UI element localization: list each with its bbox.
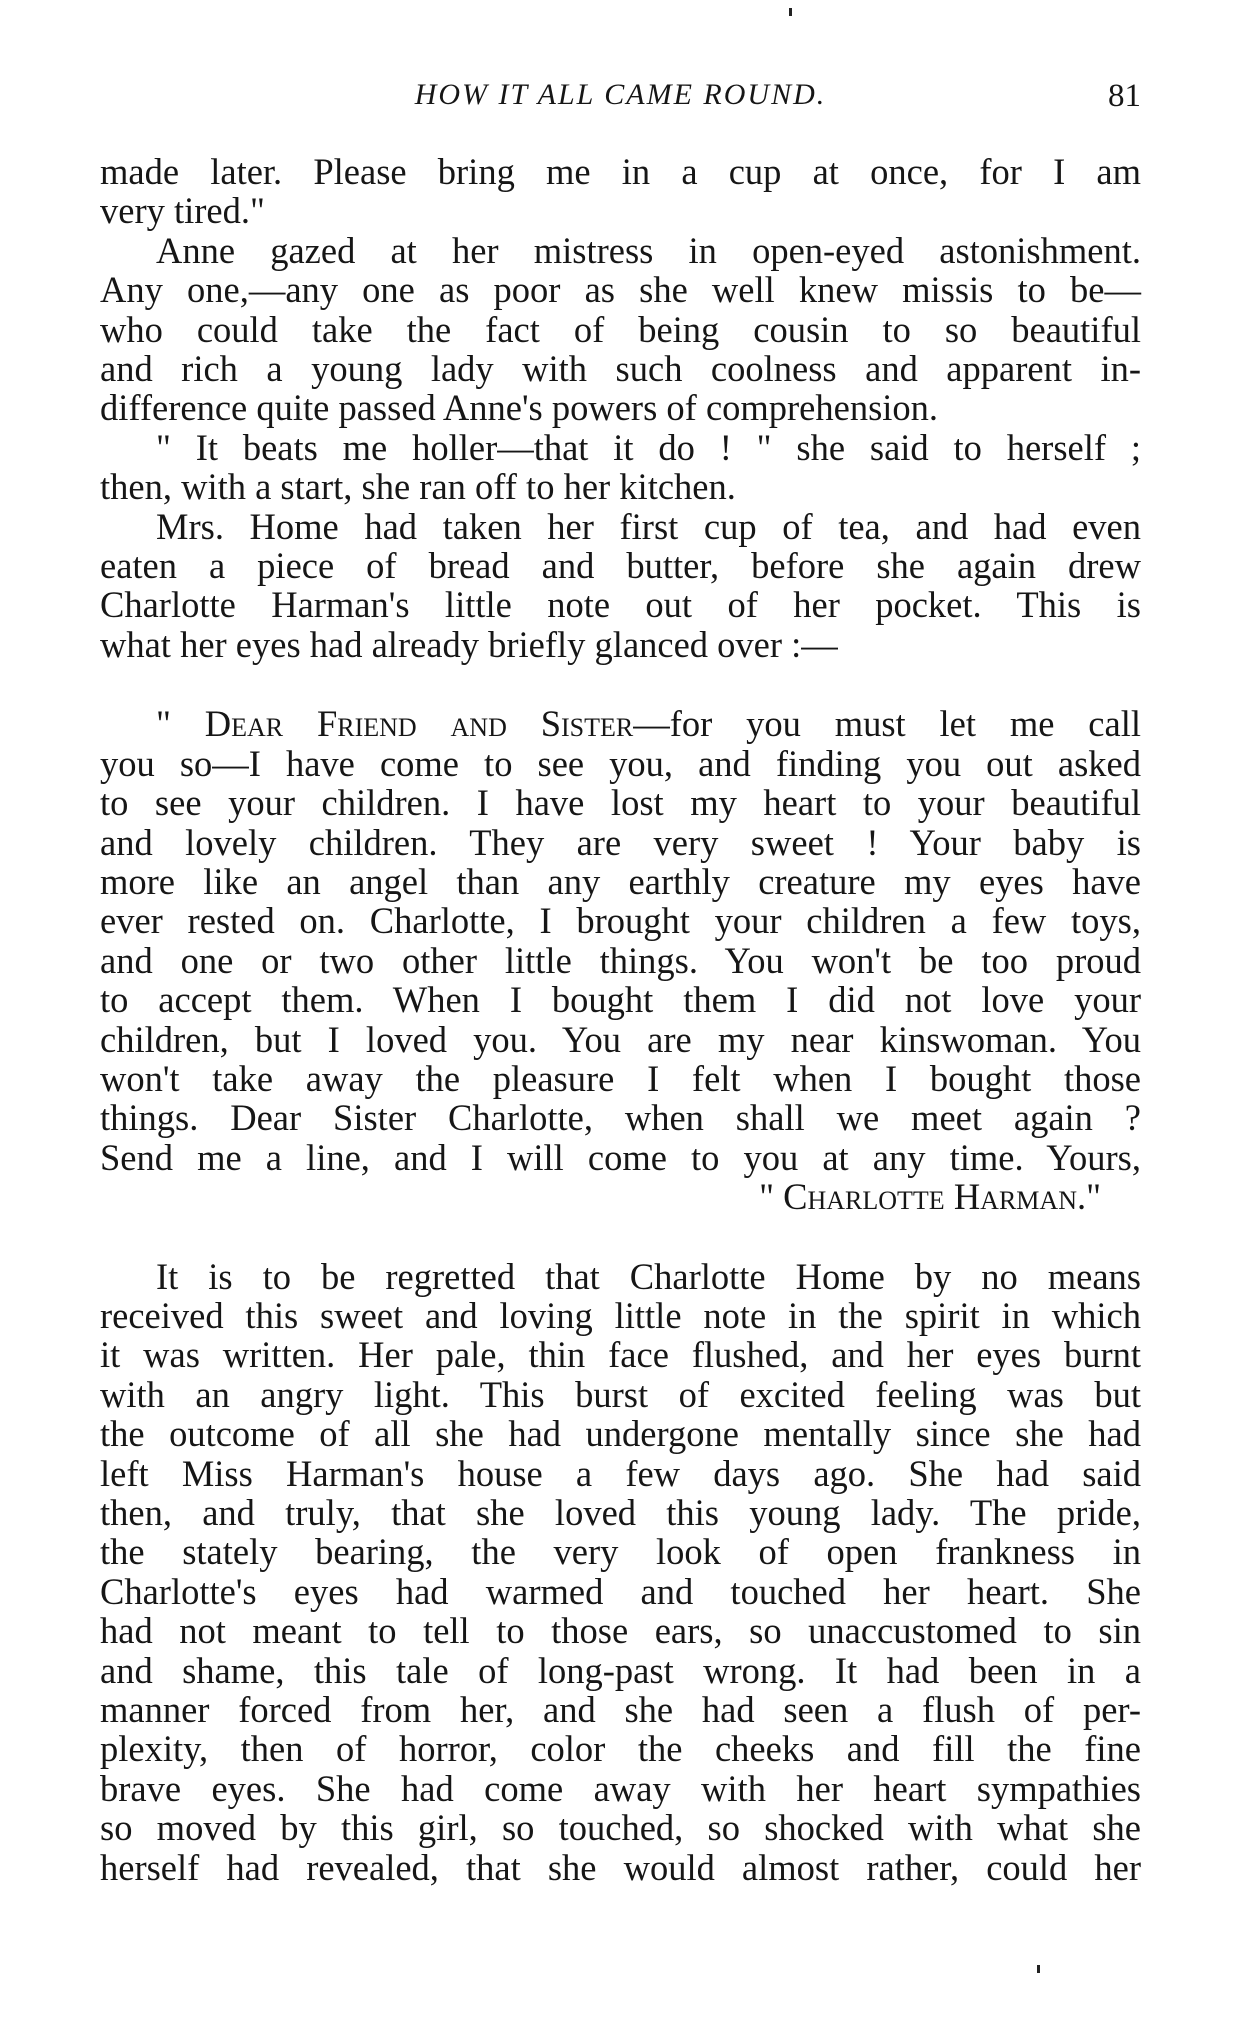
text-line: and rich a young lady with such coolness and apparent in-	[100, 348, 1141, 390]
text-line: Mrs. Home had taken her first cup of tea, and had even	[156, 505, 1141, 547]
text-line: and one or two other little things. You won't be too proud	[100, 939, 1141, 981]
text-line: you so—I have come to see you, and finding you out asked	[100, 742, 1141, 784]
text-line: children, but I loved you. You are my near kinswoman. You	[100, 1018, 1141, 1060]
text-line: difference quite passed Anne's powers of comprehension.	[100, 387, 939, 429]
body-text	[100, 152, 1141, 1887]
text-line: It is to be regretted that Charlotte Home by no means	[156, 1255, 1141, 1297]
text-line: the stately bearing, the very look of open frankness in	[100, 1531, 1141, 1573]
text-line: eaten a piece of bread and butter, before she again drew	[100, 545, 1141, 587]
print-speck	[789, 8, 792, 16]
letter-salutation-line: " Dear Friend and Sister—for you must let me call	[156, 703, 1141, 745]
text-line: left Miss Harman's house a few days ago. She had said	[100, 1452, 1141, 1494]
text-line: very tired."	[100, 190, 265, 232]
letter-signature: " Charlotte Harman."	[759, 1176, 1101, 1218]
text-line: brave eyes. She had come away with her heart sympathies	[100, 1767, 1141, 1809]
text-line: so moved by this girl, so touched, so shocked with what she	[100, 1807, 1141, 1849]
text-line: what her eyes had already briefly glanced over :—	[100, 623, 838, 665]
text-line: herself had revealed, that she would almost rather, could her	[100, 1846, 1141, 1888]
text-line: received this sweet and loving little note in the spirit in which	[100, 1294, 1141, 1336]
text-line: it was written. Her pale, thin face flushed, and her eyes burnt	[100, 1334, 1141, 1376]
paragraph	[100, 152, 1141, 231]
text-line: plexity, then of horror, color the cheeks and fill the fine	[100, 1728, 1141, 1770]
text-line: who could take the fact of being cousin to so beautiful	[100, 308, 1141, 350]
page-header	[100, 78, 1141, 128]
section-gap	[100, 664, 1141, 704]
text-line: then, and truly, that she loved this young lady. The pride,	[100, 1492, 1141, 1533]
text-line: to see your children. I have lost my heart to your beautiful	[100, 782, 1141, 824]
text-line: Send me a line, and I will come to you at any time. Yours,	[100, 1136, 1141, 1178]
text-line: the outcome of all she had undergone mentally since she had	[100, 1413, 1141, 1455]
text-line: Charlotte Harman's little note out of her pocket. This is	[100, 584, 1141, 626]
paragraph	[100, 231, 1141, 428]
letter-block	[100, 704, 1141, 1216]
page-number: 81	[1108, 78, 1141, 114]
text-line: then, with a start, she ran off to her kitchen.	[100, 466, 736, 508]
text-line: won't take away the pleasure I felt when I bought those	[100, 1057, 1141, 1099]
text-line: more like an angel than any earthly creature my eyes have	[100, 860, 1141, 902]
print-speck	[1037, 1965, 1040, 1973]
running-title: HOW IT ALL CAME ROUND.	[414, 78, 827, 111]
text-line: and lovely children. They are very sweet ! Your baby is	[100, 821, 1141, 863]
text-line: ever rested on. Charlotte, I brought your children a few toys,	[100, 900, 1141, 942]
text-line: " It beats me holler—that it do ! " she said to herself ;	[156, 426, 1141, 468]
text-line: made later. Please bring me in a cup at once, for I am	[100, 151, 1141, 192]
text-line: to accept them. When I bought them I did not love your	[100, 979, 1141, 1021]
text-line: with an angry light. This burst of excited feeling was but	[100, 1373, 1141, 1415]
text-line: had not meant to tell to those ears, so unaccustomed to sin	[100, 1610, 1141, 1652]
paragraph	[100, 507, 1141, 665]
text-line: things. Dear Sister Charlotte, when shall we meet again ?	[100, 1097, 1141, 1139]
text-line: Charlotte's eyes had warmed and touched her heart. She	[100, 1570, 1141, 1612]
paragraph	[100, 1257, 1141, 1888]
text-line: Any one,—any one as poor as she well knew missis to be—	[100, 269, 1141, 311]
paragraph	[100, 428, 1141, 507]
section-gap	[100, 1217, 1141, 1257]
text-line: manner forced from her, and she had seen a flush of per-	[100, 1689, 1141, 1731]
text-line: and shame, this tale of long-past wrong. It had been in a	[100, 1649, 1141, 1691]
text-line: Anne gazed at her mistress in open-eyed astonishment.	[156, 229, 1141, 271]
